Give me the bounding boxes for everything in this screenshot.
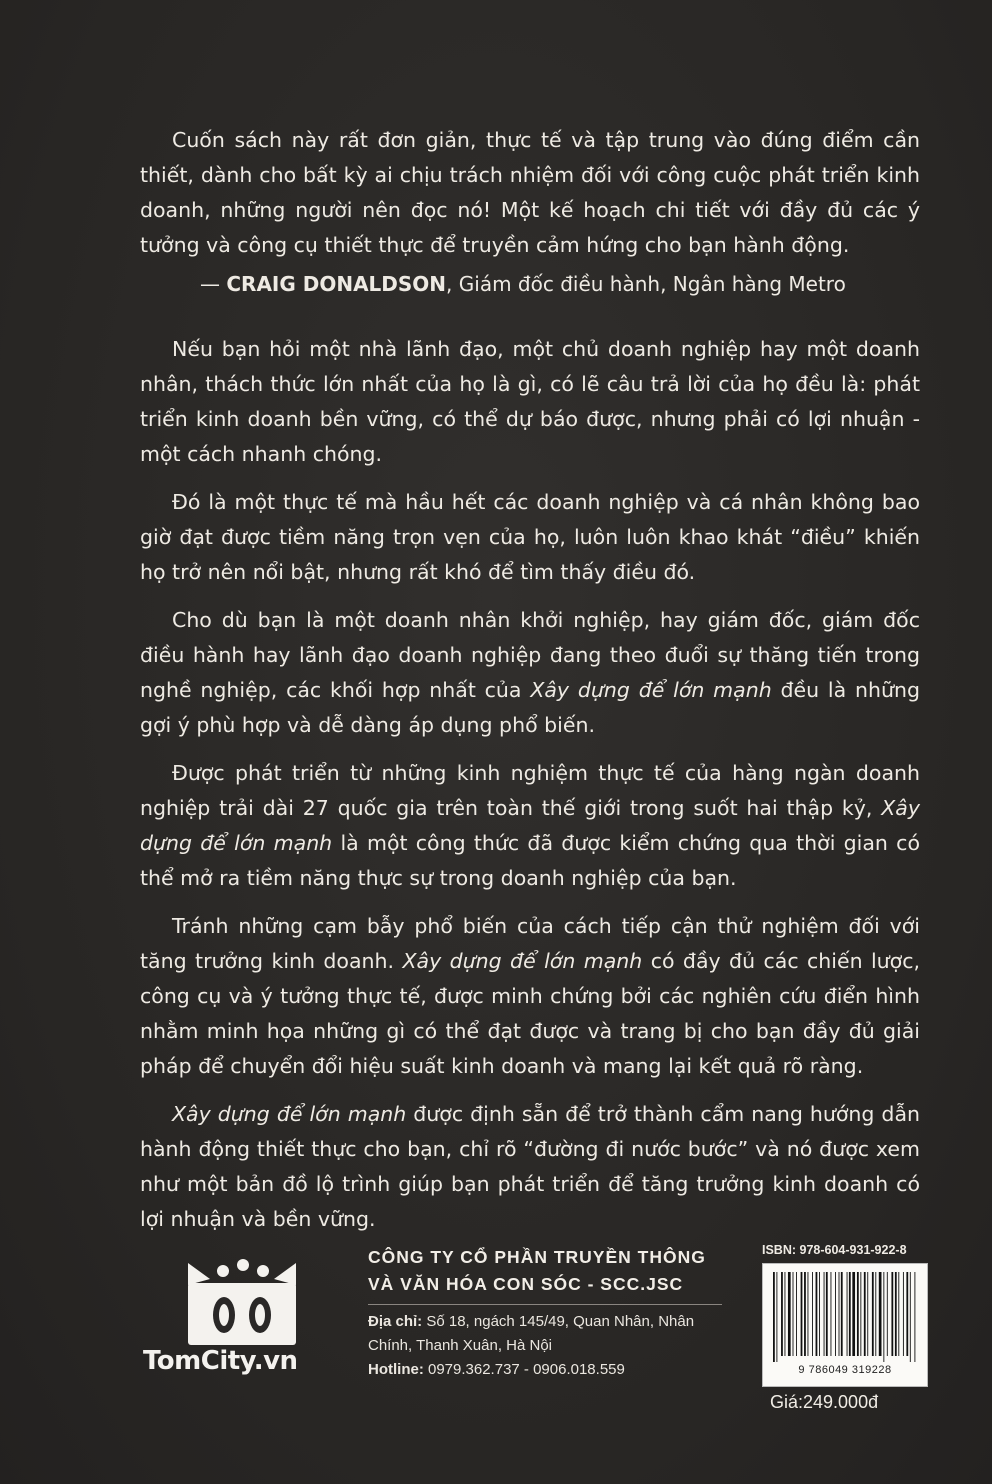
p4-text-b: là một công thức đã được kiểm chứng qua thời gian có thể mở ra tiềm năng thực sự trong doanh nghiệp của bạn. xyxy=(140,831,920,890)
p4-text-a: Được phát triển từ những kinh nghiệm thực tế của hàng ngàn doanh nghiệp trải dài 27 quốc gia trên toàn thế giới trong suốt hai thập kỷ, xyxy=(140,761,920,820)
barcode-bar xyxy=(872,1272,874,1356)
barcode-bar xyxy=(793,1272,794,1356)
barcode-bar xyxy=(903,1272,904,1356)
barcode-bar xyxy=(891,1272,893,1356)
price: Giá:249.000đ xyxy=(770,1392,879,1412)
quote-text: Cuốn sách này rất đơn giản, thực tế và tập trung vào đúng điểm cần thiết, dành cho bất kỳ ai chịu trách nhiệm đối với công cuộc phát triển kinh doanh, những người nên đọc nó! Một kế hoạch chi tiết với đầy đủ các ý tưởng và công cụ thiết thực để truyền cảm hứng cho bạn hành động. xyxy=(140,128,920,257)
barcode-bar xyxy=(867,1272,868,1356)
p6-book-title: Xây dựng để lớn mạnh xyxy=(172,1102,407,1126)
description-paragraph-6 xyxy=(140,1097,920,1237)
barcode-bar xyxy=(910,1272,911,1362)
publisher-company-name xyxy=(368,1244,728,1298)
barcode-bar xyxy=(801,1272,803,1356)
publisher-contact xyxy=(368,1310,728,1382)
description-paragraph-2: Đó là một thực tế mà hầu hết các doanh nghiệp và cá nhân không bao giờ đạt được tiềm năng trọn vẹn của họ, luôn luôn khao khát “điều” khiến họ trở nên nổi bật, nhưng rất khó để tìm thấy điều đó. xyxy=(140,490,920,584)
quote-attribution xyxy=(200,272,846,296)
barcode-bar xyxy=(781,1272,783,1356)
barcode-bar xyxy=(812,1272,813,1356)
barcode-bar xyxy=(808,1272,809,1356)
barcode-bar xyxy=(804,1272,806,1356)
barcode-bar xyxy=(847,1272,848,1356)
endorsement-quote xyxy=(140,123,920,263)
barcode-bar xyxy=(906,1272,908,1356)
barcode-bar xyxy=(864,1272,866,1356)
barcode-bar xyxy=(773,1272,775,1362)
barcode-bar xyxy=(831,1272,832,1356)
barcode-bar xyxy=(895,1272,897,1356)
p3-book-title: Xây dựng để lớn mạnh xyxy=(530,678,772,702)
p5-text-a: Tránh những cạm bẫy phổ biến của cách tiếp cận thử nghiệm đối với tăng trưởng kinh doanh. xyxy=(140,914,920,973)
barcode-bar xyxy=(875,1272,876,1356)
company-line-2: VÀ VĂN HÓA CON SÓC - SCC.JSC xyxy=(368,1274,684,1294)
p5-text-b: có đầy đủ các chiến lược, công cụ và ý tưởng thực tế, được minh chứng bởi các nghiên cứu điển hình nhằm minh họa những gì có thể đạt được và trang bị cho bạn đầy đủ giải pháp để chuyển đổi hiệu suất kinh doanh và mang lại kết quả rõ ràng. xyxy=(140,949,921,1078)
p4-book-title: Xây dựng để lớn mạnh xyxy=(140,796,920,855)
book-description xyxy=(140,332,920,1250)
description-paragraph-3 xyxy=(140,603,920,743)
hotline-label: Hotline: xyxy=(368,1361,424,1378)
barcode-bar xyxy=(898,1272,899,1356)
barcode-bar xyxy=(857,1272,859,1356)
quote-author: CRAIG DONALDSON xyxy=(226,272,447,296)
barcode-bar xyxy=(826,1272,828,1356)
attribution-dash: — xyxy=(200,272,227,296)
description-paragraph-1: Nếu bạn hỏi một nhà lãnh đạo, một chủ doanh nghiệp hay một doanh nhân, thách thức lớn nhất của họ là gì, có lẽ câu trả lời của họ đều là: phát triển kinh doanh bền vững, có thể dự báo được, nhưng phải có lợi nhuận - một cách nhanh chóng. xyxy=(140,337,920,466)
company-line-1: CÔNG TY CỔ PHẦN TRUYỀN THÔNG xyxy=(368,1247,706,1267)
p3-text-b: đều là những gợi ý phù hợp và dễ dàng áp dụng phổ biến. xyxy=(140,678,920,737)
publisher-hotline xyxy=(368,1358,728,1382)
quote-author-role: , Giám đốc điều hành, Ngân hàng Metro xyxy=(446,272,846,296)
p5-book-title: Xây dựng để lớn mạnh xyxy=(402,949,643,973)
description-paragraph-4 xyxy=(140,756,920,896)
publisher-address xyxy=(368,1310,728,1358)
barcode-bar xyxy=(879,1272,882,1356)
divider xyxy=(368,1304,722,1305)
barcode xyxy=(762,1263,928,1387)
publisher-logo-text: TomCity.vn xyxy=(143,1346,298,1376)
barcode-bar xyxy=(816,1272,818,1356)
barcode-bar xyxy=(776,1272,777,1362)
barcode-bars xyxy=(769,1270,921,1364)
barcode-bar xyxy=(835,1272,836,1356)
description-paragraph-5 xyxy=(140,909,920,1084)
barcode-bar xyxy=(914,1272,915,1362)
barcode-number: 9 786049 319228 xyxy=(798,1364,892,1376)
barcode-bar xyxy=(852,1272,855,1356)
isbn-label: ISBN: 978-604-931-922-8 xyxy=(762,1243,907,1257)
p3-text-a: Cho dù bạn là một doanh nhân khởi nghiệp, hay giám đốc, giám đốc điều hành hay lãnh đạo doanh nghiệp đang theo đuổi sự thăng tiến trong nghề nghiệp, các khối hợp nhất của xyxy=(140,608,920,702)
barcode-bar xyxy=(887,1272,888,1356)
address-value: Số 18, ngách 145/49, Quan Nhân, Nhân Chính, Thanh Xuân, Hà Nội xyxy=(368,1313,695,1354)
barcode-bar xyxy=(785,1272,786,1356)
barcode-bar xyxy=(883,1272,884,1362)
barcode-bar xyxy=(788,1272,791,1356)
p6-text-b: được định sẵn để trở thành cẩm nang hướng dẫn hành động thiết thực cho bạn, chỉ rõ “đường đi nước bước” và nó được xem như một bản đồ lộ trình giúp bạn phát triển để tăng trưởng kinh doanh có lợi nhuận và bền vững. xyxy=(140,1102,920,1231)
barcode-bar xyxy=(824,1272,825,1356)
address-label: Địa chỉ: xyxy=(368,1313,423,1330)
barcode-bar xyxy=(839,1272,840,1356)
barcode-bar xyxy=(860,1272,861,1356)
barcode-bar xyxy=(796,1272,797,1356)
barcode-bar xyxy=(819,1272,820,1356)
barcode-bar xyxy=(841,1272,843,1356)
barcode-bar xyxy=(849,1272,851,1356)
hotline-value: 0979.362.737 - 0906.018.559 xyxy=(423,1361,625,1378)
